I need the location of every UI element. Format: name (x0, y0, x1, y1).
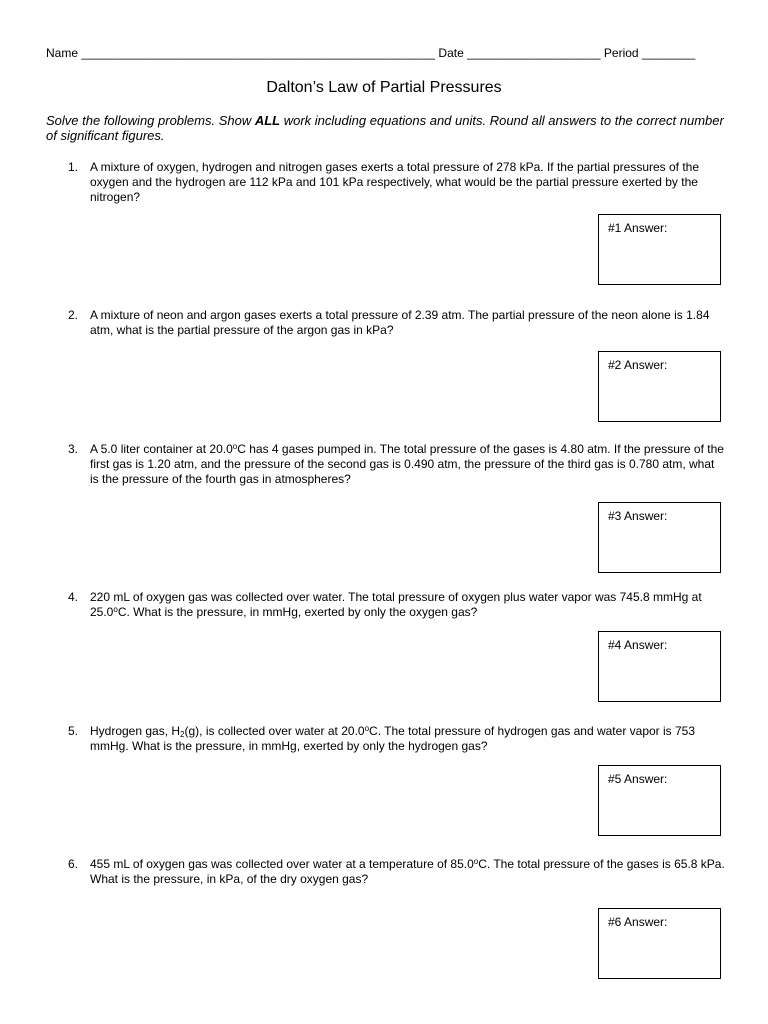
answer-box-3[interactable] (598, 502, 721, 573)
page-title: Dalton’s Law of Partial Pressures (266, 79, 502, 96)
instructions-part2: work including equations and units. Round all answers to the correct number of significant figures. (46, 113, 724, 143)
problem-number: 6. (68, 857, 79, 871)
student-info-line (46, 46, 726, 60)
problem-4 (68, 590, 726, 620)
answer-box-2[interactable] (598, 351, 721, 422)
name-label: Name (46, 46, 82, 60)
date-label: Date (435, 46, 468, 60)
instructions-part1: Solve the following problems. Show (46, 113, 255, 128)
problem-6 (68, 857, 726, 887)
answer-label: #6 Answer: (608, 915, 668, 929)
problem-number: 5. (68, 724, 79, 738)
problem-text (90, 857, 726, 887)
answer-box-1[interactable] (598, 214, 721, 285)
name-blank: _____________________________________________________ (81, 46, 436, 60)
subscript: 2 (180, 730, 185, 739)
problem-text-part: (g), is collected over water at 20.0 (184, 724, 365, 738)
degree-symbol: o (113, 605, 118, 614)
problem-text (90, 724, 726, 754)
answer-box-4[interactable] (598, 631, 721, 702)
problem-number: 3. (68, 442, 79, 456)
date-blank: ____________________ (467, 46, 601, 60)
problem-text (90, 590, 726, 620)
answer-label: #3 Answer: (608, 509, 668, 523)
degree-symbol: o (364, 724, 370, 733)
answer-box-5[interactable] (598, 765, 721, 836)
problem-text-part: C. The total pressure of the gases is 65.8 kPa. What is the pressure, in kPa, of the dry oxygen gas? (90, 857, 725, 886)
instructions (46, 113, 726, 143)
problem-text: A mixture of oxygen, hydrogen and nitrogen gases exerts a total pressure of 278 kPa. If the partial pressures of the oxygen and the hydrogen are 112 kPa and 101 kPa respectively, what would be the partial pressure exerted by the nitrogen? (90, 160, 700, 204)
problem-text-part: C. The total pressure of hydrogen gas and water vapor is 753 mmHg. What is the pressure, in mmHg, exerted by only the hydrogen gas? (90, 724, 696, 753)
problem-number: 4. (68, 590, 79, 604)
problem-text-part: 455 mL of oxygen gas was collected over water at a temperature of 85.0 (90, 857, 474, 871)
problem-text-part: A 5.0 liter container at 20.0 (90, 442, 233, 456)
problem-1 (68, 160, 726, 205)
degree-symbol: o (232, 442, 238, 451)
answer-label: #5 Answer: (608, 772, 668, 786)
period-blank: ________ (641, 46, 696, 60)
answer-label: #1 Answer: (608, 221, 668, 235)
problem-5 (68, 724, 726, 754)
problem-3 (68, 442, 726, 487)
answer-label: #2 Answer: (608, 358, 668, 372)
answer-box-6[interactable] (598, 908, 721, 979)
problem-text (90, 442, 726, 487)
problem-text: A mixture of neon and argon gases exerts a total pressure of 2.39 atm. The partial pressure of the neon alone is 1.84 atm, what is the partial pressure of the argon gas in kPa? (90, 308, 710, 337)
problem-text-part: C has 4 gases pumped in. The total pressure of the gases is 4.80 atm. If the pressure of the first gas is 1.20 atm, and the pressure of the second gas is 0.490 atm, the pressure of the third gas is 0.780 atm, what is the pressure of the fourth gas in atmospheres? (90, 442, 724, 486)
period-label: Period (600, 46, 642, 60)
problem-number: 1. (68, 160, 79, 174)
problem-text-part: 220 mL of oxygen gas was collected over water. The total pressure of oxygen plus water vapor was 745.8 mmHg at 25.0 (90, 590, 702, 619)
answer-label: #4 Answer: (608, 638, 668, 652)
instructions-bold: ALL (254, 113, 281, 128)
problem-2 (68, 308, 726, 338)
problem-text-part: Hydrogen gas, H (90, 724, 181, 738)
degree-symbol: o (473, 857, 479, 866)
problem-number: 2. (68, 308, 79, 322)
problem-text-part: C. What is the pressure, in mmHg, exerted by only the oxygen gas? (117, 605, 478, 619)
